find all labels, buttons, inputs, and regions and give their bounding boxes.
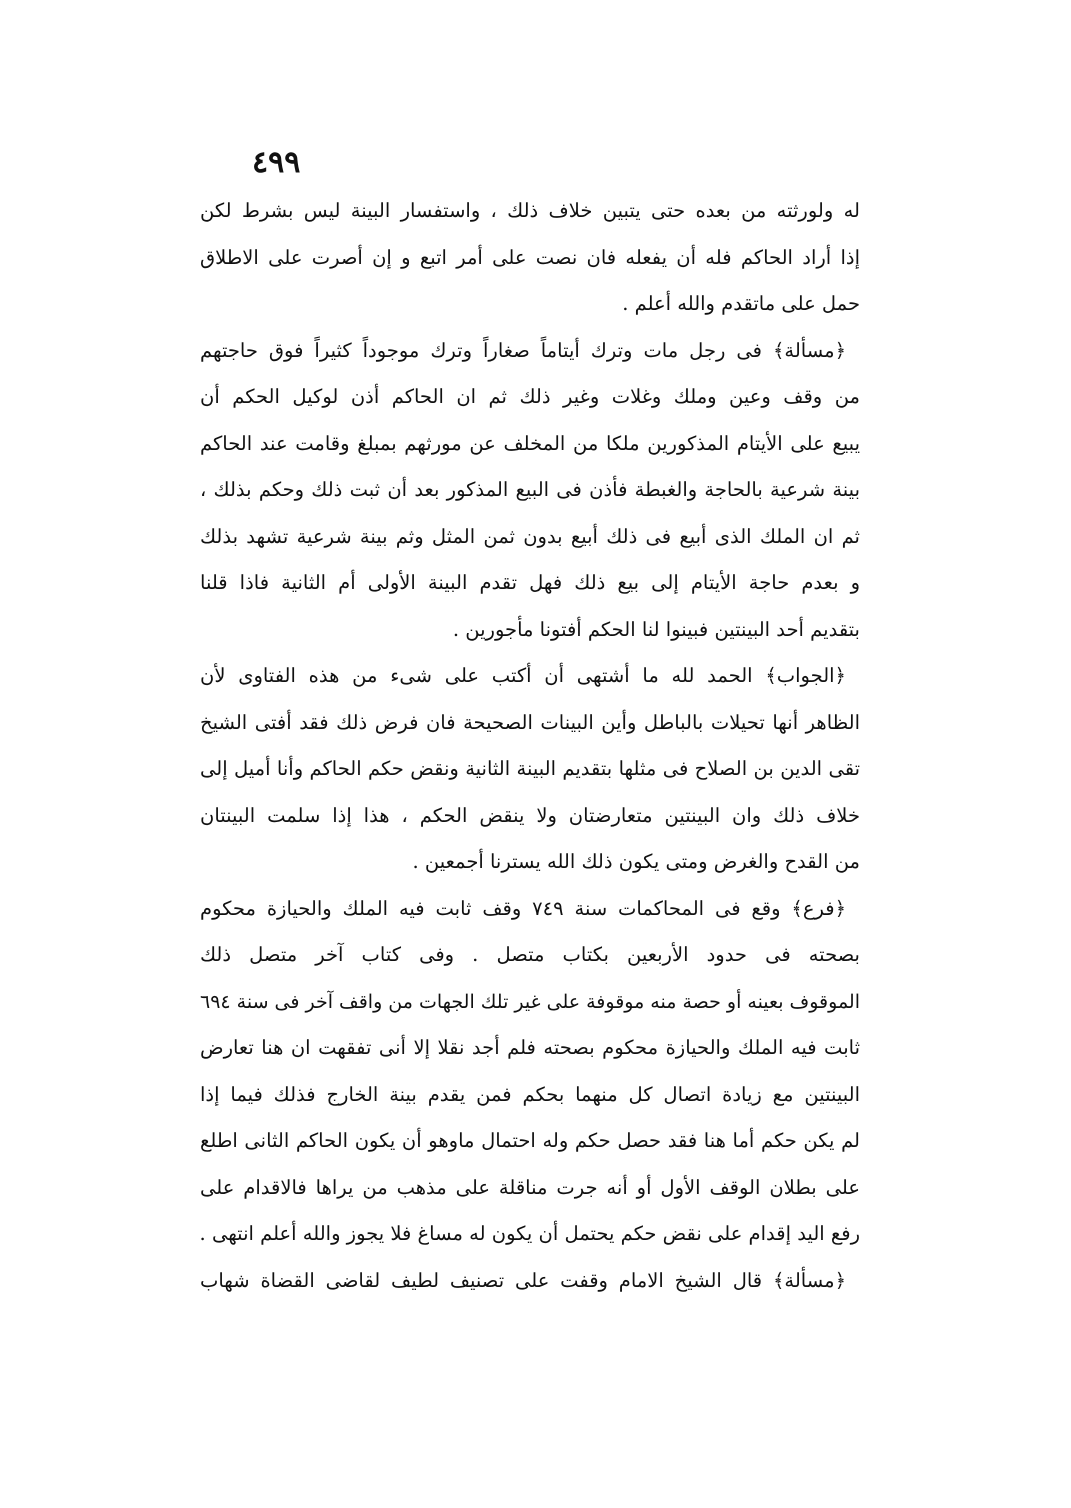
- text-line: ﴿الجواب﴾ الحمد لله ما أشتهى أن أكتب على شىء من هذه الفتاوى لأن: [200, 664, 846, 687]
- text-line: بصحته فى حدود الأربعين بكتاب متصل . وفى كتاب آخر متصل ذلك: [200, 943, 860, 966]
- text-line: ثابت فيه الملك والحيازة محكوم بصحته فلم أجد نقلا إلا أنى تفقهت ان هنا تعارض: [200, 1036, 860, 1059]
- text-line: البينتين مع زيادة اتصال كل منهما بحكم فمن يقدم بينة الخارج فذلك فيما إذا: [200, 1082, 860, 1106]
- text-line: بتقديم أحد البينتين فبينوا لنا الحكم أفتونا مأجورين .: [452, 617, 860, 641]
- text-line: خلاف ذلك وان البينتين متعارضتان ولا ينقض الحكم ، هذا إذا سلمت البينتان: [200, 803, 860, 827]
- text-line: لم يكن حكم أما هنا فقد حصل حكم وله احتمال ماوهو أن يكون الحاكم الثانى اطلع: [200, 1129, 860, 1152]
- text-line: له ولورثته من بعده حتى يتبين خلاف ذلك ، واستفسار البينة ليس بشرط لكن: [200, 199, 860, 222]
- text-line: الظاهر أنها تحيلات بالباطل وأين البينات الصحيحة فان فرض ذلك فقد أفتى الشيخ: [200, 710, 860, 734]
- page-number: ٤٩٩: [252, 145, 301, 180]
- text-body: [200, 188, 860, 1304]
- text-line: تقى الدين بن الصلاح فى مثلها بتقديم البينة الثانية ونقض حكم الحاكم وأنا أميل إلى: [200, 757, 860, 780]
- text-line: يبيع على الأيتام المذكورين ملكا من المخلف عن مورثهم بمبلغ وقامت عند الحاكم: [200, 431, 860, 455]
- text-line: ﴿مسألة﴾ قال الشيخ الامام وقفت على تصنيف لطيف لقاضى القضاة شهاب: [200, 1268, 846, 1292]
- text-line: ثم ان الملك الذى أبيع فى ذلك أبيع بدون ثمن المثل وثم بينة شرعية تشهد بذلك: [200, 524, 860, 548]
- text-line: ﴿فرع﴾ وقع فى المحاكمات سنة ٧٤٩ وقف ثابت فيه الملك والحيازة محكوم: [200, 896, 846, 920]
- text-line: على بطلان الوقف الأول أو أنه جرت مناقلة على مذهب من يراها فالاقدام على: [200, 1175, 860, 1199]
- text-line: رفع اليد إقدام على نقض حكم يحتمل أن يكون له مساغ فلا يجوز والله أعلم انتهى .: [200, 1222, 860, 1245]
- text-line: من القدح والغرض ومتى يكون ذلك الله يسترنا أجمعين .: [412, 850, 860, 873]
- text-line: ﴿مسألة﴾ فى رجل مات وترك أيتاماً صغاراً وترك موجوداً كثيراً فوق حاجتهم: [200, 338, 846, 362]
- text-line: من وقف وعين وملك وغلات وغير ذلك ثم ان الحاكم أذن لوكيل الحكم أن: [200, 385, 860, 408]
- text-line: حمل على ماتقدم والله أعلم .: [622, 292, 860, 315]
- text-line: بينة شرعية بالحاجة والغبطة فأذن فى البيع المذكور بعد أن ثبت ذلك وحكم بذلك ،: [200, 478, 860, 501]
- text-line: و بعدم حاجة الأيتام إلى بيع ذلك فهل تقدم البينة الأولى أم الثانية فاذا قلنا: [200, 571, 860, 594]
- text-line: الموقوف بعينه أو حصة منه موقوفة على غير تلك الجهات من واقف آخر فى سنة ٦٩٤: [200, 990, 860, 1013]
- text-line: إذا أراد الحاكم فله أن يفعله فان نصت على أمر اتبع و إن أصرت على الاطلاق: [200, 245, 860, 269]
